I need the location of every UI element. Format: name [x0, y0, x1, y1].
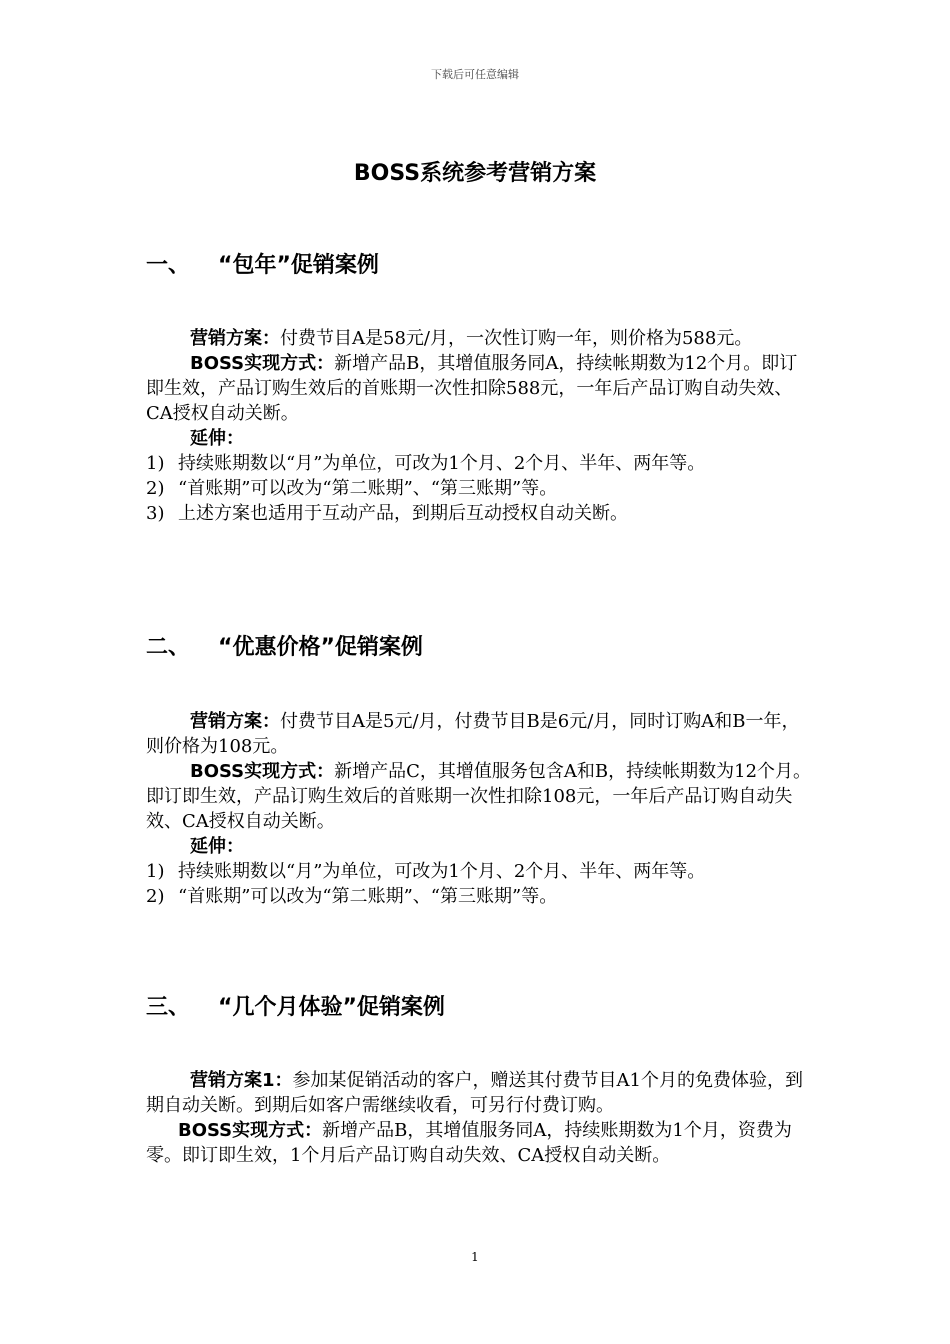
section-2-impl [146, 759, 814, 834]
section-2-title: “优惠价格”促销案例 [218, 635, 423, 660]
impl-text: 新增产品C，其增值服务包含A和B，持续帐期数为12个月。即订即生效，产品订购生效后的首账期一次性扣除108元，一年后产品订购自动失效、CA授权自动关断。 [146, 761, 812, 832]
plan-text: 付费节目A是58元/月，一次性订购一年，则价格为588元。 [280, 328, 753, 349]
plan-text: 参加某促销活动的客户，赠送其付费节目A1个月的免费体验，到期自动关断。到期后如客户需继续收看，可另行付费订购。 [146, 1070, 803, 1116]
section-1-ext-label: 延伸： [190, 428, 244, 449]
section-3-number: 三、 [146, 995, 191, 1020]
section-2-ext-label: 延伸： [190, 836, 244, 857]
section-1-body [146, 326, 814, 526]
section-1-heading [146, 248, 379, 279]
impl-text: 新增产品B，其增值服务同A，持续帐期数为12个月。即订即生效，产品订购生效后的首账期一次性扣除588元，一年后产品订购自动失效、CA授权自动关断。 [146, 353, 798, 424]
page-number: 1 [471, 1250, 479, 1264]
impl-label: BOSS实现方式： [190, 761, 335, 782]
section-3-plan [146, 1068, 814, 1118]
plan-label: 营销方案： [190, 328, 280, 349]
impl-label: BOSS实现方式： [190, 353, 335, 374]
section-3-title: “几个月体验”促销案例 [218, 995, 445, 1020]
impl-label: BOSS实现方式： [178, 1120, 323, 1141]
section-1-number: 一、 [146, 253, 191, 278]
section-1-impl [146, 351, 814, 426]
section-2-number: 二、 [146, 635, 191, 660]
section-3-heading [146, 990, 445, 1021]
list-item: 2) “首账期”可以改为“第二账期”、“第三账期”等。 [146, 886, 558, 907]
plan-text: 付费节目A是5元/月，付费节目B是6元/月，同时订购A和B一年，则价格为108元。 [146, 711, 800, 757]
document-title: BOSS系统参考营销方案 [353, 161, 597, 186]
list-item: 1) 持续账期数以“月”为单位，可改为1个月、2个月、半年、两年等。 [146, 861, 706, 882]
section-3-impl [146, 1118, 814, 1168]
list-item: 3) 上述方案也适用于互动产品，到期后互动授权自动关断。 [146, 503, 628, 524]
plan-label: 营销方案： [190, 711, 280, 732]
page-header: 下载后可任意编辑 [431, 68, 519, 81]
section-2-heading [146, 630, 423, 661]
list-item: 1) 持续账期数以“月”为单位，可改为1个月、2个月、半年、两年等。 [146, 453, 706, 474]
impl-text: 新增产品B，其增值服务同A，持续账期数为1个月，资费为零。即订即生效，1个月后产品订购自动失效、CA授权自动关断。 [146, 1120, 792, 1166]
section-2-plan [146, 709, 814, 759]
list-item: 2) “首账期”可以改为“第二账期”、“第三账期”等。 [146, 478, 558, 499]
section-1-plan [146, 326, 814, 351]
plan-label: 营销方案1： [190, 1070, 293, 1091]
section-1-title: “包年”促销案例 [218, 253, 379, 278]
section-3-body [146, 1068, 814, 1168]
section-2-body [146, 709, 814, 909]
